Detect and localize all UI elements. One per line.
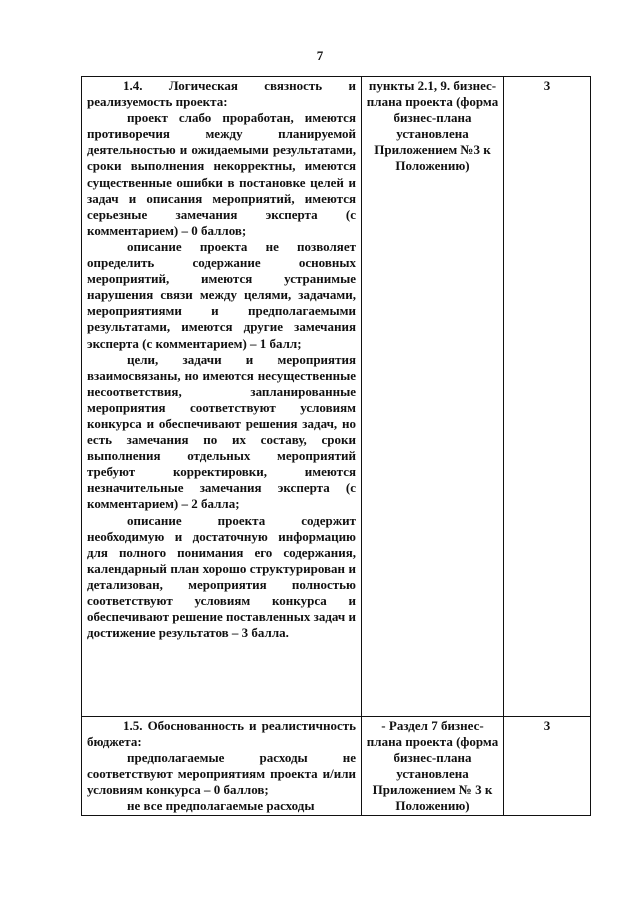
criterion-score-cell — [504, 717, 591, 816]
criterion-source: - Раздел 7 бизнес-плана проекта (форма бизнес-плана установлена Приложением № 3 к Положению) — [366, 718, 499, 814]
table-row — [82, 77, 591, 717]
criterion-option: цели, задачи и мероприятия взаимосвязаны, но имеются несущественные несоответствия, запланированные мероприятия соответствуют условиям конкурса и обеспечивают решения задач, но есть замечания по их составу, сроки выполнения отдельных мероприятий требуют корректировки, имеются незначительные замечания эксперта (с комментарием) – 2 балла; — [87, 351, 356, 512]
criterion-option: не все предполагаемые расходы — [127, 798, 315, 814]
page-number: 7 — [316, 48, 324, 63]
criterion-option: проект слабо проработан, имеются противоречия между планируемой деятельностью и ожидаемыми результатами, сроки выполнения некорректны, имеются существенные ошибки в постановке целей и задач и описания мероприятий, имеются серьезные замечания эксперта (с комментарием) – 0 баллов; — [87, 110, 356, 238]
criterion-heading: 1.4. Логическая связность и реализуемость проекта: — [87, 78, 356, 110]
criterion-score-cell — [504, 77, 591, 717]
criterion-option: описание проекта содержит необходимую и достаточную информацию для полного понимания его содержания, календарный план хорошо структурирован и детализован, мероприятия полностью соответствуют условиям конкурса и обеспечивают решение поставленных задач и достижение результатов – 3 балла. — [87, 512, 356, 641]
criterion-source-cell — [362, 717, 504, 816]
criteria-table — [81, 76, 591, 816]
table-row — [82, 717, 591, 816]
criterion-description-cell — [82, 77, 362, 717]
criterion-option: предполагаемые расходы не соответствуют мероприятиям проекта и/или условиям конкурса – 0 баллов; — [87, 750, 356, 798]
criterion-source: пункты 2.1, 9. бизнес-плана проекта (форма бизнес-плана установлена Приложением №3 к Положению) — [366, 78, 499, 174]
criterion-max-score: 3 — [543, 78, 551, 93]
criterion-source-cell — [362, 77, 504, 717]
criterion-heading: 1.5. Обоснованность и реалистичность бюджета: — [87, 718, 356, 750]
criterion-option: описание проекта не позволяет определить содержание основных мероприятий, имеются устранимые нарушения связи между целями, задачами, мероприятиями и предполагаемыми результатами, имеются другие замечания эксперта (с комментарием) – 1 балл; — [87, 238, 356, 351]
criterion-max-score: 3 — [543, 718, 551, 733]
criterion-description-cell — [82, 717, 362, 816]
